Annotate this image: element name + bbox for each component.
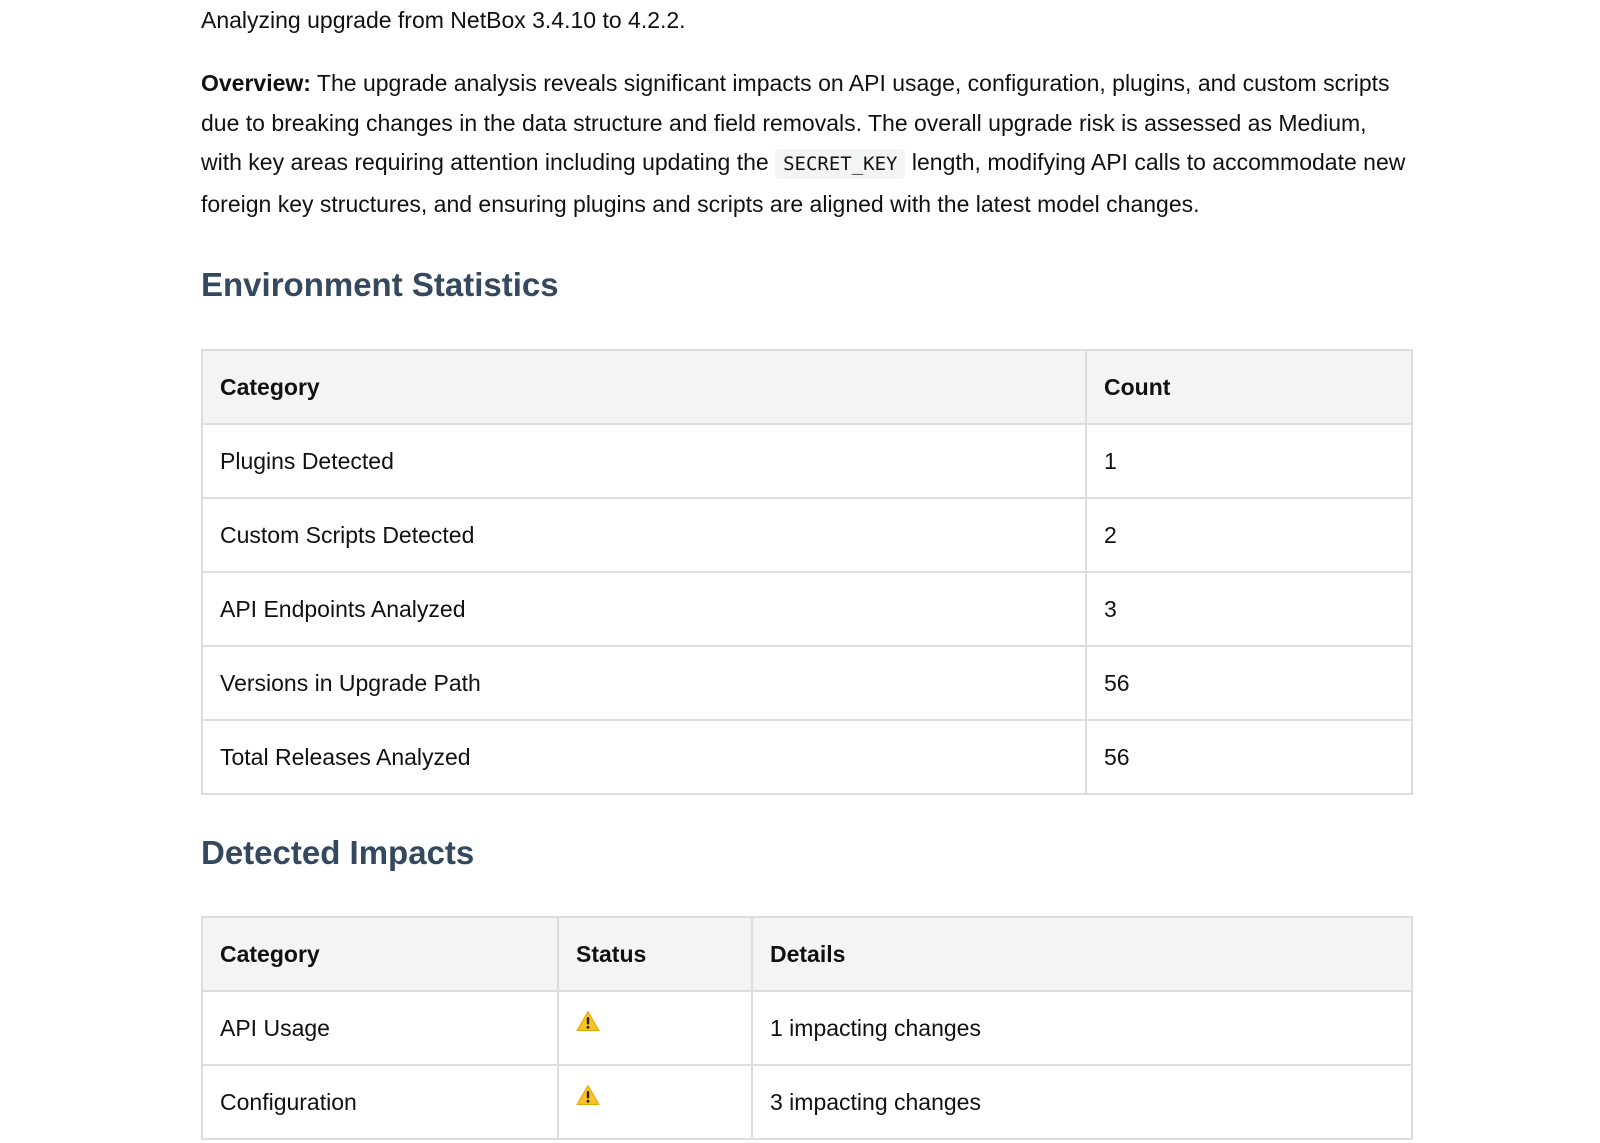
- table-header-row: [202, 350, 1412, 424]
- category-cell: API Usage: [202, 991, 558, 1065]
- detected-impacts-table: [201, 916, 1413, 1140]
- overview-text-after: length, modifying API calls to accommodate new foreign key structures, and ensuring plugins and scripts are aligned with the latest model changes.: [201, 149, 1406, 217]
- count-cell: 2: [1086, 498, 1412, 572]
- table-row: [202, 646, 1412, 720]
- table-row: [202, 720, 1412, 794]
- count-cell: 56: [1086, 646, 1412, 720]
- detected-impacts-heading: Detected Impacts: [201, 834, 475, 871]
- details-cell: 3 impacting changes: [752, 1065, 1412, 1139]
- category-cell: Versions in Upgrade Path: [202, 646, 1086, 720]
- table-row: [202, 1065, 1412, 1139]
- overview-text-before: The upgrade analysis reveals significant impacts on API usage, configuration, plugins, and custom scripts due to breaking changes in the data structure and field removals. The overall upgrade risk is assessed as Medium, with key areas requiring attention including updating the: [201, 70, 1390, 175]
- column-header-details: Details: [752, 917, 1412, 991]
- warning-icon: [576, 1010, 600, 1032]
- count-cell: 56: [1086, 720, 1412, 794]
- environment-statistics-table: [201, 349, 1413, 795]
- column-header-category: Category: [202, 350, 1086, 424]
- column-header-status: Status: [558, 917, 752, 991]
- column-header-count: Count: [1086, 350, 1412, 424]
- table-header-row: [202, 917, 1412, 991]
- document-content: [201, 0, 1411, 1140]
- intro-text: Analyzing upgrade from NetBox 3.4.10 to 4.2.2.: [201, 7, 686, 33]
- category-cell: API Endpoints Analyzed: [202, 572, 1086, 646]
- details-cell: 1 impacting changes: [752, 991, 1412, 1065]
- table-row: [202, 991, 1412, 1065]
- count-cell: 3: [1086, 572, 1412, 646]
- secret-key-code: SECRET_KEY: [775, 149, 905, 179]
- status-cell: [558, 1065, 752, 1139]
- category-cell: Custom Scripts Detected: [202, 498, 1086, 572]
- table-row: [202, 498, 1412, 572]
- count-cell: 1: [1086, 424, 1412, 498]
- table-row: [202, 572, 1412, 646]
- category-cell: Plugins Detected: [202, 424, 1086, 498]
- warning-icon: [576, 1084, 600, 1106]
- environment-statistics-heading: Environment Statistics: [201, 266, 559, 303]
- table-row: [202, 424, 1412, 498]
- category-cell: Total Releases Analyzed: [202, 720, 1086, 794]
- overview-label: Overview:: [201, 70, 311, 96]
- category-cell: Configuration: [202, 1065, 558, 1139]
- status-cell: [558, 991, 752, 1065]
- column-header-category: Category: [202, 917, 558, 991]
- overview-paragraph: [201, 64, 1411, 224]
